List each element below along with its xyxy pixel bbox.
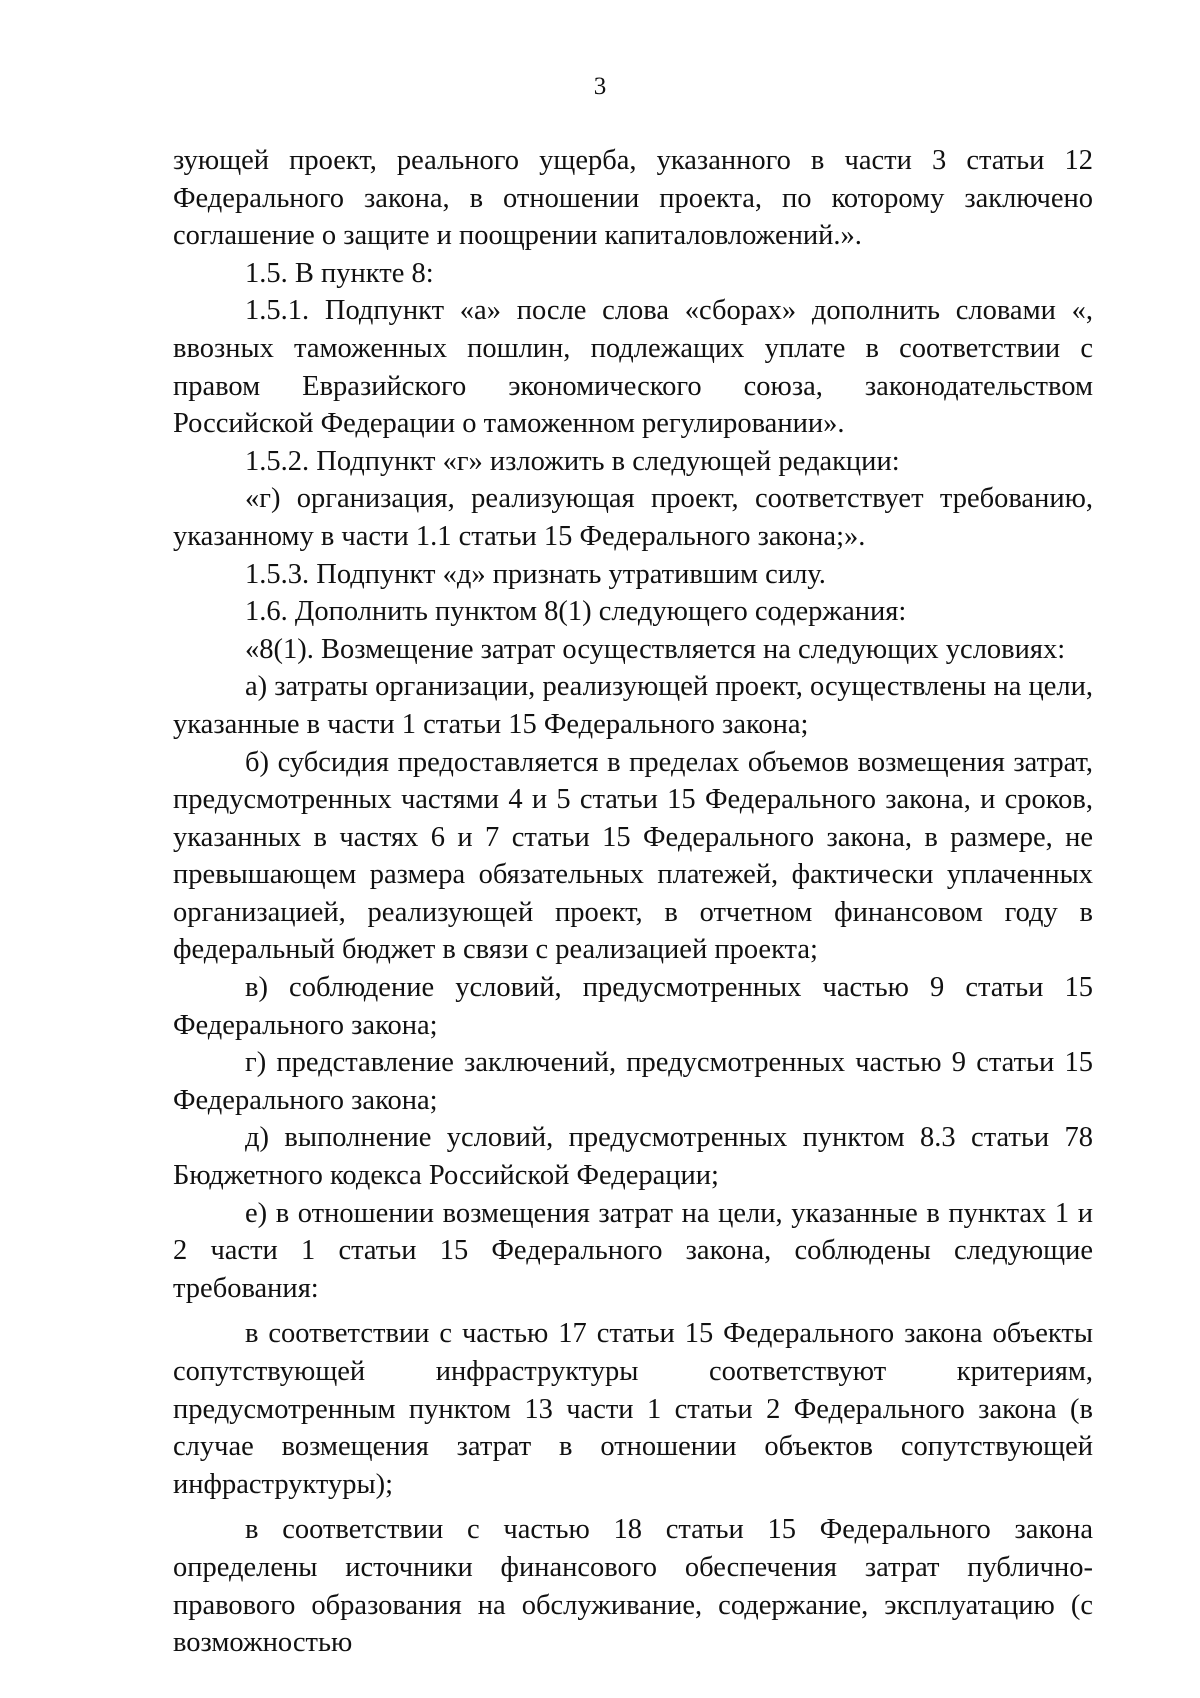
paragraph-1-5-1: 1.5.1. Подпункт «а» после слова «сборах» дополнить словами «, ввозных таможенных пошлин, подлежащих уплате в соответствии с правом Евразийского экономического союза, законодательством Российской Федерации о таможенном регулировании». — [173, 295, 1093, 440]
paragraph-requirement-18: в соответствии с частью 18 статьи 15 Федерального закона определены источники финансового обеспечения затрат публично-правового образования на обслуживание, содержание, эксплуатацию (с возможностью — [173, 1514, 1093, 1659]
paragraph-item-g: г) представление заключений, предусмотренных частью 9 статьи 15 Федерального закона; — [173, 1047, 1093, 1116]
paragraph-subpoint-g: «г) организация, реализующая проект, соответствует требованию, указанному в части 1.1 статьи 15 Федерального закона;». — [173, 483, 1093, 552]
paragraph-requirement-17: в соответствии с частью 17 статьи 15 Федерального закона объекты сопутствующей инфраструктуры соответствуют критериям, предусмотренным пунктом 13 части 1 статьи 2 Федерального закона (в случае возмещения затрат в отношении объектов сопутствующей инфраструктуры); — [173, 1318, 1093, 1500]
paragraph-1-5-2: 1.5.2. Подпункт «г» изложить в следующей редакции: — [245, 445, 900, 477]
document-body — [173, 142, 1093, 1662]
paragraph-1-5-3: 1.5.3. Подпункт «д» признать утратившим силу. — [245, 558, 826, 590]
paragraph-1-6: 1.6. Дополнить пунктом 8(1) следующего содержания: — [245, 596, 907, 628]
paragraph-item-d: д) выполнение условий, предусмотренных пунктом 8.3 статьи 78 Бюджетного кодекса Российской Федерации; — [173, 1122, 1093, 1192]
page-number: 3 — [593, 73, 607, 100]
paragraph-continuation: зующей проект, реального ущерба, указанного в части 3 статьи 12 Федерального закона, в отношении проекта, по которому заключено соглашение о защите и поощрении капиталовложений.». — [173, 145, 1093, 252]
paragraph-item-b: б) субсидия предоставляется в пределах объемов возмещения затрат, предусмотренных частями 4 и 5 статьи 15 Федерального закона, и сроков, указанных в частях 6 и 7 статьи 15 Федерального закона, в размере, не превышающем размера обязательных платежей, фактически уплаченных организацией, реализующей проект, в отчетном финансовом году в федеральный бюджет в связи с реализацией проекта; — [173, 746, 1093, 966]
paragraph-1-5: 1.5. В пункте 8: — [245, 257, 434, 289]
paragraph-item-v: в) соблюдение условий, предусмотренных частью 9 статьи 15 Федерального закона; — [173, 972, 1093, 1041]
paragraph-item-a: а) затраты организации, реализующей проект, осуществлены на цели, указанные в части 1 статьи 15 Федерального закона; — [173, 671, 1093, 740]
paragraph-item-e: е) в отношении возмещения затрат на цели, указанные в пунктах 1 и 2 части 1 статьи 15 Федерального закона, соблюдены следующие требования: — [173, 1197, 1093, 1304]
paragraph-8-1: «8(1). Возмещение затрат осуществляется на следующих условиях: — [245, 633, 1066, 665]
